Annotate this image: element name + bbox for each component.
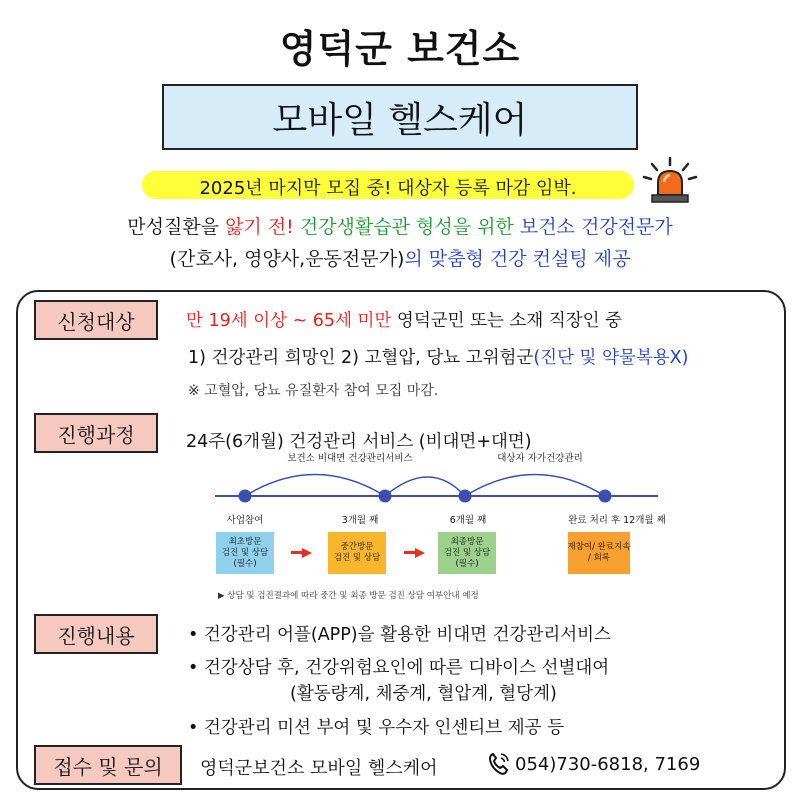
siren-icon	[640, 155, 700, 205]
content-item-3: • 건강관리 미션 부여 및 우수자 인센티브 제공 등	[188, 718, 565, 738]
arc-label-right: 대상자 자가건강관리	[497, 453, 583, 464]
eligibility-note: ※ 고혈압, 당뇨 유질환자 참여 모집 마감.	[188, 383, 439, 399]
intro-highlight-red: 앓기 전!	[225, 216, 294, 238]
timeline-arc-middle	[385, 477, 465, 496]
step-box-1-text: 최초방문 검진 및 상담 (필수)	[221, 536, 269, 569]
phone-icon	[487, 751, 511, 777]
process-tag	[34, 413, 158, 453]
timeline-node-4	[599, 490, 612, 503]
process-footnote: ▶ 상담 및 검진결과에 따라 중간 및 최종 방문 검진 상담 여부안내 예정	[218, 591, 479, 601]
process-headline: 24주(6개월) 건겅관리 서비스 (비대면+대면)	[186, 432, 532, 452]
eligibility-groups: 1) 건강관리 희망인 2) 고혈압, 당뇨 고위험군	[188, 348, 534, 368]
subtitle-text: 모바일 헬스케어	[272, 99, 528, 141]
content-item-2-detail: (활동량계, 체중계, 혈압계, 혈당계)	[290, 684, 557, 704]
timeline-node-3	[459, 490, 472, 503]
process-tag-label: 진행과정	[57, 422, 135, 447]
step-label-1: 사업참여	[226, 515, 264, 526]
intro-line-2	[0, 244, 800, 271]
arrow-right-icon	[415, 548, 425, 558]
content-tag	[34, 614, 158, 654]
timeline-arc-right	[465, 475, 605, 497]
timeline-node-2	[379, 490, 392, 503]
eligibility-age: 만 19세 이상 ~ 65세 미만	[186, 311, 392, 331]
eligibility-line-2	[188, 344, 688, 369]
contact-tag-label: 접수 및 문의	[53, 754, 163, 779]
content-item-1: • 건강관리 어플(APP)을 활용한 비대면 건강관리서비스	[188, 625, 611, 645]
intro-line-1	[0, 212, 800, 239]
intro-highlight-green: 건강생활습관 형성을 위한	[293, 216, 514, 238]
step-box-4	[568, 532, 630, 574]
contact-phone[interactable]: 054)730-6818, 7169	[515, 754, 701, 775]
intro-highlight-blue: 의 맞춤형 건강 컨설팅 제공	[404, 248, 631, 270]
step-box-3	[438, 532, 496, 574]
step-box-4-text: 재참여/ 완료지속 / 회록	[567, 542, 631, 563]
step-box-2	[328, 532, 386, 574]
contact-text: 영덕군보건소 모바일 헬스케어	[200, 758, 438, 779]
eligibility-condition: (진단 및 약물복용X)	[533, 348, 689, 368]
eligibility-residence: 영덕군민 또는 소재 직장인 중	[391, 311, 623, 331]
intro-highlight-blue: 보건소 건강전문가	[513, 216, 673, 238]
step-box-1	[216, 532, 274, 574]
contact-tag	[34, 745, 182, 785]
intro-text: 만성질환을	[127, 216, 226, 238]
intro-text: (간호사, 영양사,운동전문가)	[169, 248, 405, 270]
step-label-3: 6개월 째	[449, 515, 487, 526]
step-box-3-text: 최종방문 검진 및 상담 (필수)	[443, 536, 491, 569]
arc-label-left: 보건소 비대면 건강관리서비스	[287, 453, 413, 464]
eligibility-line-1	[186, 307, 622, 332]
content-item-2: • 건강상담 후, 건강위험요인에 따른 디바이스 선별대여	[188, 658, 610, 678]
step-box-2-text: 중간방문 검진 및 상담	[333, 542, 381, 563]
step-label-2: 3개월 째	[341, 515, 379, 526]
arrow-right-icon	[302, 548, 312, 558]
step-label-4: 완료 처리 후 12개월 째	[568, 515, 666, 526]
timeline-arc-left	[245, 475, 385, 497]
eligibility-tag	[34, 300, 158, 340]
eligibility-tag-label: 신청대상	[57, 309, 135, 334]
subtitle-box	[162, 84, 638, 150]
timeline-node-1	[239, 490, 252, 503]
content-tag-label: 진행내용	[57, 623, 135, 648]
page-title: 영덕군 보건소	[279, 27, 521, 71]
notice-text: 2025년 마지막 모집 중! 대상자 등록 마감 임박.	[199, 178, 577, 199]
